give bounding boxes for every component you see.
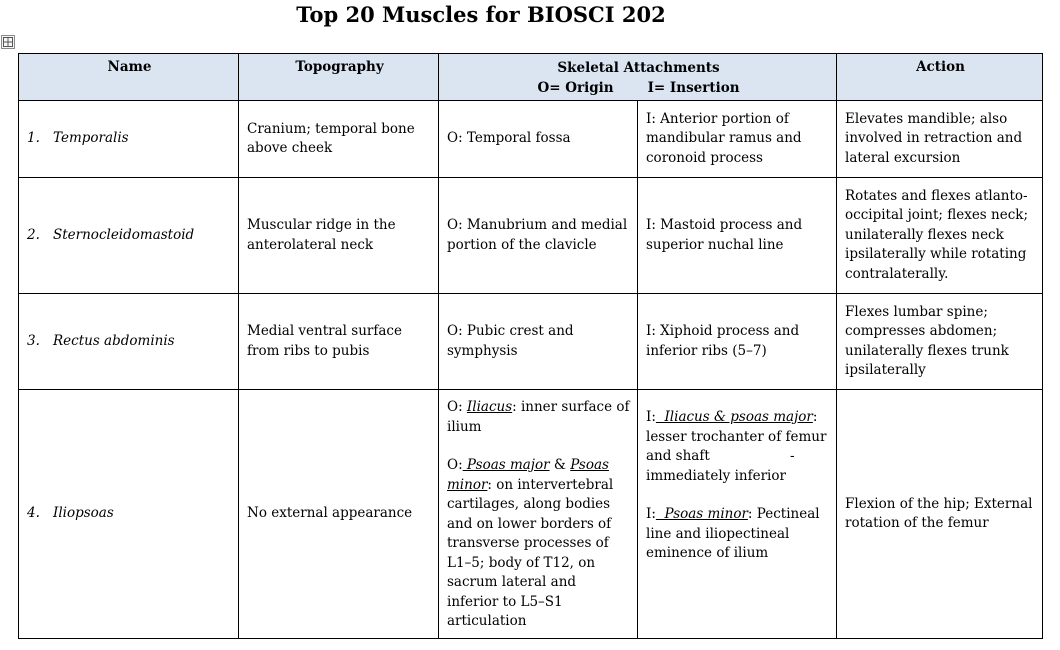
muscle-name: Rectus abdominis: [53, 332, 175, 349]
muscle-ref-psoas-minor: Psoas minor: [655, 506, 748, 522]
muscle-ref-iliacus-psoas-major: Iliacus & psoas major: [655, 409, 813, 425]
topography-cell: No external appearance: [239, 390, 439, 639]
muscle-name-cell: [19, 101, 239, 178]
insertion-cell: I: Anterior portion of mandibular ramus and coronoid process: [638, 101, 837, 178]
topography-cell: Medial ventral surface from ribs to pubis: [239, 294, 439, 390]
origin-key: O= Origin: [537, 80, 614, 96]
header-topography: Topography: [239, 54, 439, 101]
muscle-name: Iliopsoas: [53, 505, 114, 522]
table-row: [19, 178, 1043, 294]
insertion-key: I= Insertion: [647, 80, 740, 96]
row-number: 4.: [27, 505, 40, 522]
header-skeletal-attachments: [439, 54, 837, 101]
origin-cell: O: Pubic crest and symphysis: [439, 294, 638, 390]
insertion-psoas-minor-text: : Pectineal line and iliopectineal eminence of ilium: [646, 506, 820, 561]
header-action: Action: [837, 54, 1043, 101]
muscle-name-cell: [19, 390, 239, 639]
muscle-name-cell: [19, 178, 239, 294]
topography-cell: Muscular ridge in the anterolateral neck: [239, 178, 439, 294]
muscle-name-cell: [19, 294, 239, 390]
insertion-iliacus-psoas-major: [646, 408, 830, 486]
origin-iliacus: [447, 398, 631, 437]
insertion-cell: I: Mastoid process and superior nuchal line: [638, 178, 837, 294]
muscle-ref-psoas-minor: Psoas minor: [447, 457, 609, 493]
origin-cell: O: Temporal fossa: [439, 101, 638, 178]
topography-cell: Cranium; temporal bone above cheek: [239, 101, 439, 178]
muscle-name: Temporalis: [53, 130, 129, 147]
muscle-ref-iliacus: Iliacus: [466, 399, 513, 415]
origin-prefix: O:: [447, 457, 463, 473]
insertion-cell: [638, 390, 837, 639]
action-cell: Flexion of the hip; External rotation of the femur: [837, 390, 1043, 639]
muscle-name: Sternocleidomastoid: [53, 226, 195, 243]
insertion-text: : lesser trochanter of femur and shaft: [646, 409, 827, 464]
action-cell: Flexes lumbar spine; compresses abdomen; unilaterally flexes trunk ipsilaterally: [837, 294, 1043, 390]
row-number: 2.: [27, 226, 40, 243]
action-cell: Elevates mandible; also involved in retraction and lateral excursion: [837, 101, 1043, 178]
row-number: 3.: [27, 332, 40, 349]
table-move-handle-icon[interactable]: [1, 35, 15, 49]
origin-prefix: O:: [447, 399, 467, 415]
row-number: 1.: [27, 130, 40, 147]
insertion-prefix: I:: [646, 409, 656, 425]
ampersand: &: [549, 457, 571, 473]
table-row: [19, 101, 1043, 178]
origin-psoas: [447, 456, 631, 632]
header-row: [19, 54, 1043, 101]
insertion-prefix: I:: [646, 506, 656, 522]
table-row: [19, 294, 1043, 390]
header-key-line: [447, 78, 830, 98]
stray-dash: -: [790, 448, 795, 464]
insertion-cell: I: Xiphoid process and inferior ribs (5–7): [638, 294, 837, 390]
origin-psoas-text: : on intervertebral cartilages, along bodies and on lower borders of transverse processes of L1–5; body of T12, on sacrum lateral and inferior to L5–S1 articulation: [447, 476, 614, 629]
muscles-table: [18, 53, 1043, 639]
insertion-psoas-minor: [646, 505, 830, 564]
header-attachments-label: Skeletal Attachments: [557, 60, 720, 76]
origin-iliacus-text: : inner surface of ilium: [447, 399, 630, 435]
table-row: [19, 390, 1043, 639]
document-title: Top 20 Muscles for BIOSCI 202: [296, 2, 666, 27]
insertion-text-cont: immediately inferior: [646, 467, 786, 484]
action-cell: Rotates and flexes atlanto-occipital joint; flexes neck; unilaterally flexes neck ipsilaterally while rotating contralaterally.: [837, 178, 1043, 294]
origin-cell: [439, 390, 638, 639]
muscle-ref-psoas-major: Psoas major: [462, 457, 550, 473]
origin-cell: O: Manubrium and medial portion of the clavicle: [439, 178, 638, 294]
header-name: Name: [19, 54, 239, 101]
